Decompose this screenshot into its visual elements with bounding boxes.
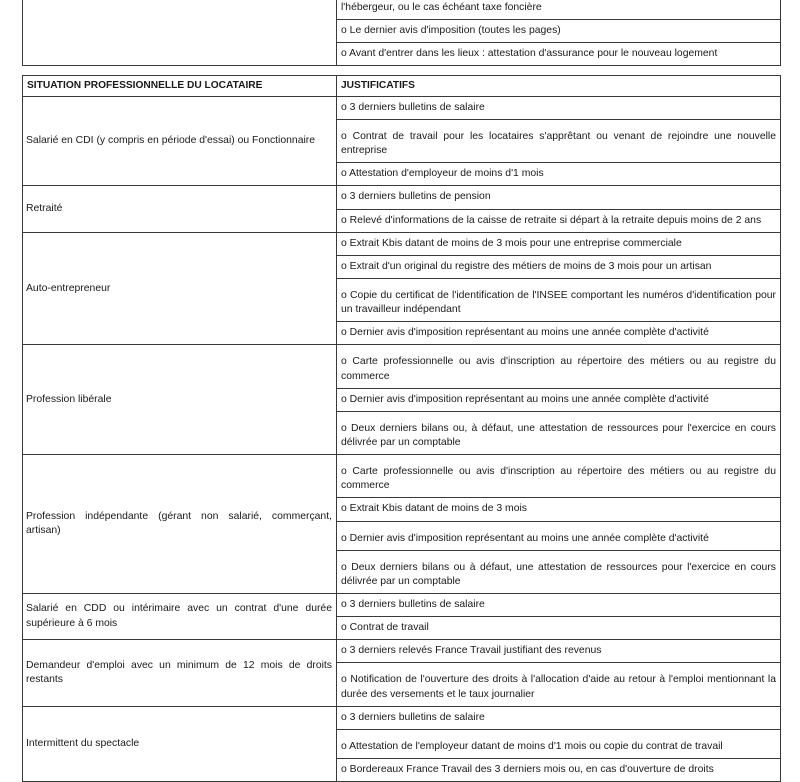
list-item: o Carte professionnelle ou avis d'inscription au répertoire des métiers ou au registre du commerce	[341, 356, 776, 382]
list-item: o Copie du certificat de l'identification de l'INSEE comportant les numéros d'identification pour un travailleur indépendant	[337, 278, 780, 321]
situation-cell: Auto-entrepreneur	[23, 232, 337, 345]
justificatifs-cell	[337, 455, 781, 594]
list-item: o Bordereaux France Travail des 3 derniers mois ou, en cas d'ouverture de droits	[337, 758, 780, 781]
situation-cell: Demandeur d'emploi avec un minimum de 12 mois de droits restants	[23, 640, 337, 706]
list-item: o Attestation d'employeur de moins d'1 mois	[337, 162, 780, 185]
list-item: o 3 derniers bulletins de salaire	[341, 598, 485, 610]
list-item: o Le dernier avis d'imposition (toutes les pages)	[337, 19, 780, 42]
table-row	[23, 232, 781, 345]
justificatifs-cell	[337, 345, 781, 455]
list-item: o Relevé d'informations de la caisse de retraite si départ à la retraite depuis moins de 2 ans	[337, 209, 780, 232]
previous-table-fragment	[22, 0, 781, 66]
justificatifs-cell	[337, 593, 781, 639]
header-justificatifs: JUSTIFICATIFS	[337, 76, 781, 97]
situation-cell: Intermittent du spectacle	[23, 706, 337, 781]
list-item: o Contrat de travail pour les locataires s'apprêtant ou venant de rejoindre une nouvelle entreprise	[337, 119, 780, 162]
list-item: o Contrat de travail	[337, 616, 780, 639]
justificatifs-cell	[337, 706, 781, 781]
list-item: o Extrait Kbis datant de moins de 3 mois pour une entreprise commerciale	[341, 237, 682, 249]
table-row	[23, 96, 781, 186]
list-item: o Dernier avis d'imposition représentant au moins une année complète d'activité	[337, 521, 780, 550]
table-row	[23, 455, 781, 594]
list-item: o 3 derniers bulletins de salaire	[341, 101, 485, 113]
table-row	[23, 640, 781, 706]
header-situation: SITUATION PROFESSIONNELLE DU LOCATAIRE	[23, 76, 337, 97]
list-item: o Notification de l'ouverture des droits à l'allocation d'aide au retour à l'emploi mentionnant la durée des versements et le taux journalier	[337, 662, 780, 705]
justificatifs-cell	[337, 96, 781, 186]
list-item: o 3 derniers bulletins de pension	[341, 191, 491, 203]
list-item: o Attestation de l'employeur datant de moins d'1 mois ou copie du contrat de travail	[337, 729, 780, 758]
justificatifs-cell	[337, 0, 781, 66]
justificatifs-cell	[337, 186, 781, 232]
table-header-row	[23, 76, 781, 97]
table-row	[23, 706, 781, 781]
situation-cell: Profession indépendante (gérant non salarié, commerçant, artisan)	[23, 455, 337, 594]
situation-cell: Salarié en CDI (y compris en période d'essai) ou Fonctionnaire	[23, 96, 337, 186]
list-item: o Deux derniers bilans ou à défaut, une attestation de ressources pour l'exercice en cours délivrée par un comptable	[337, 550, 780, 593]
situation-cell	[23, 0, 337, 66]
list-item: o Deux derniers bilans ou, à défaut, une attestation de ressources pour l'exercice en cours délivrée par un comptable	[337, 411, 780, 454]
list-item: o Carte professionnelle ou avis d'inscription au répertoire des métiers ou au registre du commerce	[341, 466, 776, 492]
list-item: o Dernier avis d'imposition représentant au moins une année complète d'activité	[337, 321, 780, 344]
list-item: o Extrait Kbis datant de moins de 3 mois	[337, 497, 780, 520]
list-item: o Extrait d'un original du registre des métiers de moins de 3 mois pour un artisan	[337, 255, 780, 278]
situation-cell: Retraité	[23, 186, 337, 232]
list-item: o 3 derniers relevés France Travail justifiant des revenus	[341, 645, 602, 657]
table-row	[23, 0, 781, 66]
list-item: l'hébergeur, ou le cas échéant taxe foncière	[341, 2, 542, 13]
situation-table	[22, 75, 781, 782]
list-item: o Avant d'entrer dans les lieux : attestation d'assurance pour le nouveau logement	[337, 42, 780, 65]
situation-cell: Profession libérale	[23, 345, 337, 455]
table-row	[23, 593, 781, 639]
justificatifs-cell	[337, 232, 781, 345]
situation-cell: Salarié en CDD ou intérimaire avec un contrat d'une durée supérieure à 6 mois	[23, 593, 337, 639]
table-row	[23, 186, 781, 232]
list-item: o Dernier avis d'imposition représentant au moins une année complète d'activité	[337, 388, 780, 411]
justificatifs-cell	[337, 640, 781, 706]
table-row	[23, 345, 781, 455]
list-item: o 3 derniers bulletins de salaire	[341, 711, 485, 723]
